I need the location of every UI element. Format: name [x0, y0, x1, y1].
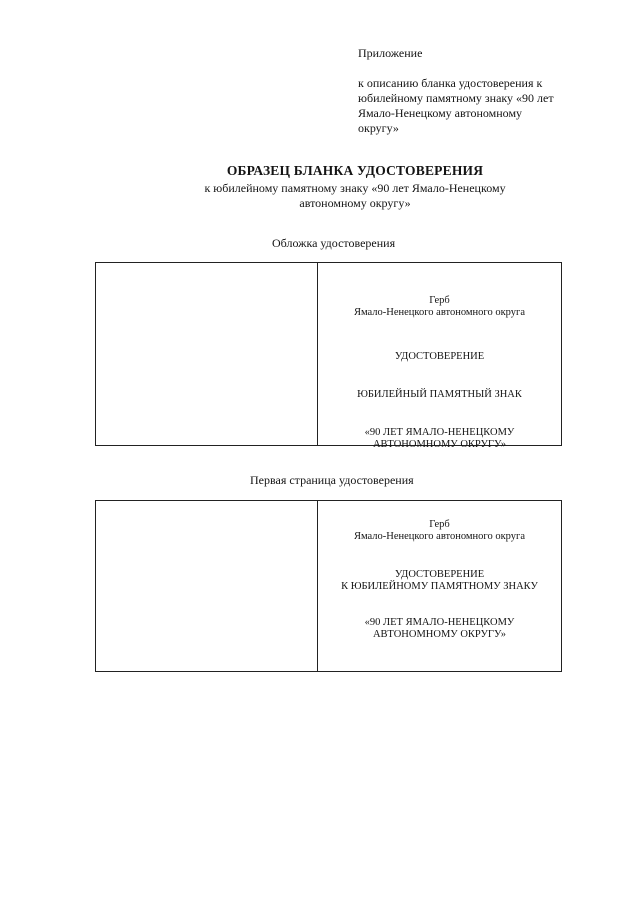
appendix-block	[358, 46, 598, 136]
first-page-section-label: Первая страница удостоверения	[250, 473, 414, 487]
document-title: ОБРАЗЕЦ БЛАНКА УДОСТОВЕРЕНИЯ	[226, 163, 484, 178]
document-title-block	[0, 163, 640, 211]
cover-anniversary-text: «90 ЛЕТ ЯМАЛО-НЕНЕЦКОМУ АВТОНОМНОМУ ОКРУГУ»	[364, 427, 515, 450]
first-page-anniversary-text: «90 ЛЕТ ЯМАЛО-НЕНЕЦКОМУ АВТОНОМНОМУ ОКРУГУ»	[364, 617, 515, 640]
appendix-heading: Приложение	[358, 46, 423, 60]
cover-badge-text: ЮБИЛЕЙНЫЙ ПАМЯТНЫЙ ЗНАК	[357, 389, 522, 400]
first-page-right-panel	[318, 501, 561, 653]
first-page-certificate-title: УДОСТОВЕРЕНИЕ К ЮБИЛЕЙНОМУ ПАМЯТНОМУ ЗНАКУ	[341, 569, 538, 592]
cover-card	[95, 262, 562, 450]
document-subtitle: к юбилейному памятному знаку «90 лет Ямало-Ненецкому автономному округу»	[204, 181, 506, 210]
cover-right-panel	[318, 263, 561, 463]
cover-section-label: Обложка удостоверения	[272, 236, 396, 250]
cover-crest-text: Герб Ямало-Ненецкого автономного округа	[353, 295, 526, 318]
first-page-card	[95, 500, 562, 672]
cover-certificate-title: УДОСТОВЕРЕНИЕ	[394, 351, 485, 362]
first-page-crest-text: Герб Ямало-Ненецкого автономного округа	[353, 519, 526, 542]
appendix-text: к описанию бланка удостоверения к юбилейному памятному знаку «90 лет Ямало-Ненецкому автономному округу»	[358, 76, 554, 135]
